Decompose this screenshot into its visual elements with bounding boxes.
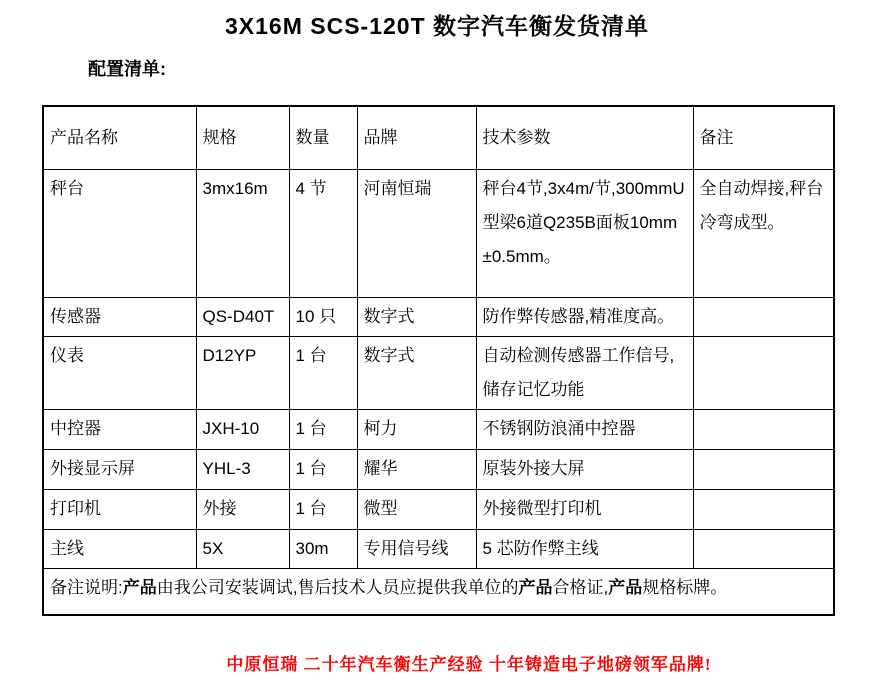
remark-emphasis-text: 产品 [518, 577, 553, 597]
table-cell: 秤台4节,3x4m/节,300mmU型梁6道Q235B面板10mm±0.5mm。 [476, 169, 693, 297]
table-cell: 5 芯防作弊主线 [476, 529, 693, 568]
table-cell: YHL-3 [196, 449, 289, 489]
table-cell [693, 449, 834, 489]
table-row [43, 169, 834, 297]
table-cell: D12YP [196, 336, 289, 409]
table-cell: 微型 [357, 489, 476, 529]
column-header: 技术参数 [476, 106, 693, 169]
table-row [43, 529, 834, 568]
remark-emphasis-text: 产品 [122, 577, 157, 597]
table-cell: 数字式 [357, 336, 476, 409]
table-cell: 柯力 [357, 409, 476, 449]
table-body [43, 169, 834, 568]
table-row [43, 489, 834, 529]
table-cell: 数字式 [357, 297, 476, 336]
table-cell: 秤台 [43, 169, 196, 297]
table-cell: 外接显示屏 [43, 449, 196, 489]
column-header: 产品名称 [43, 106, 196, 169]
table-cell: 主线 [43, 529, 196, 568]
table-cell: 中控器 [43, 409, 196, 449]
table-cell [693, 489, 834, 529]
table-cell: 3mx16m [196, 169, 289, 297]
remark-text: 由我公司安装调试,售后技术人员应提供我单位的 [156, 577, 519, 597]
page-title: 3X16M SCS-120T 数字汽车衡发货清单 [224, 13, 650, 39]
table-remark-row [43, 568, 834, 615]
spec-table [42, 105, 835, 616]
column-header: 品牌 [357, 106, 476, 169]
column-header: 数量 [289, 106, 357, 169]
remark-text: 备注说明: [50, 577, 123, 597]
table-header-row [43, 106, 834, 169]
table-remark-cell [43, 568, 834, 615]
table-cell: 耀华 [357, 449, 476, 489]
table-row [43, 297, 834, 336]
table-cell: 1 台 [289, 409, 357, 449]
table-cell: 1 台 [289, 449, 357, 489]
table-cell: 自动检测传感器工作信号,储存记忆功能 [476, 336, 693, 409]
table-cell: 原装外接大屏 [476, 449, 693, 489]
table-cell: 外接微型打印机 [476, 489, 693, 529]
column-header: 备注 [693, 106, 834, 169]
table-row [43, 449, 834, 489]
table-cell: 5X [196, 529, 289, 568]
column-header: 规格 [196, 106, 289, 169]
table-cell: JXH-10 [196, 409, 289, 449]
table-cell: QS-D40T [196, 297, 289, 336]
table-cell [693, 336, 834, 409]
table-cell: 30m [289, 529, 357, 568]
footer-slogan: 中原恒瑞 二十年汽车衡生产经验 十年铸造电子地磅领军品牌! [226, 655, 712, 674]
table-cell [693, 409, 834, 449]
table-cell [693, 529, 834, 568]
table-cell: 1 台 [289, 336, 357, 409]
table-cell: 打印机 [43, 489, 196, 529]
config-list-label: 配置清单: [88, 59, 166, 79]
table-cell: 传感器 [43, 297, 196, 336]
table-cell: 1 台 [289, 489, 357, 529]
table-cell: 10 只 [289, 297, 357, 336]
remark-emphasis-text: 产品 [608, 577, 643, 597]
table-cell: 河南恒瑞 [357, 169, 476, 297]
table-cell: 4 节 [289, 169, 357, 297]
table-row [43, 336, 834, 409]
table-cell: 全自动焊接,秤台冷弯成型。 [693, 169, 834, 297]
table-cell: 不锈钢防浪涌中控器 [476, 409, 693, 449]
table-cell [693, 297, 834, 336]
table-cell: 仪表 [43, 336, 196, 409]
remark-text: 规格标牌。 [642, 577, 728, 597]
table-cell: 外接 [196, 489, 289, 529]
table-cell: 专用信号线 [357, 529, 476, 568]
table-cell: 防作弊传感器,精准度高。 [476, 297, 693, 336]
table-row [43, 409, 834, 449]
remark-text: 合格证, [552, 577, 609, 597]
